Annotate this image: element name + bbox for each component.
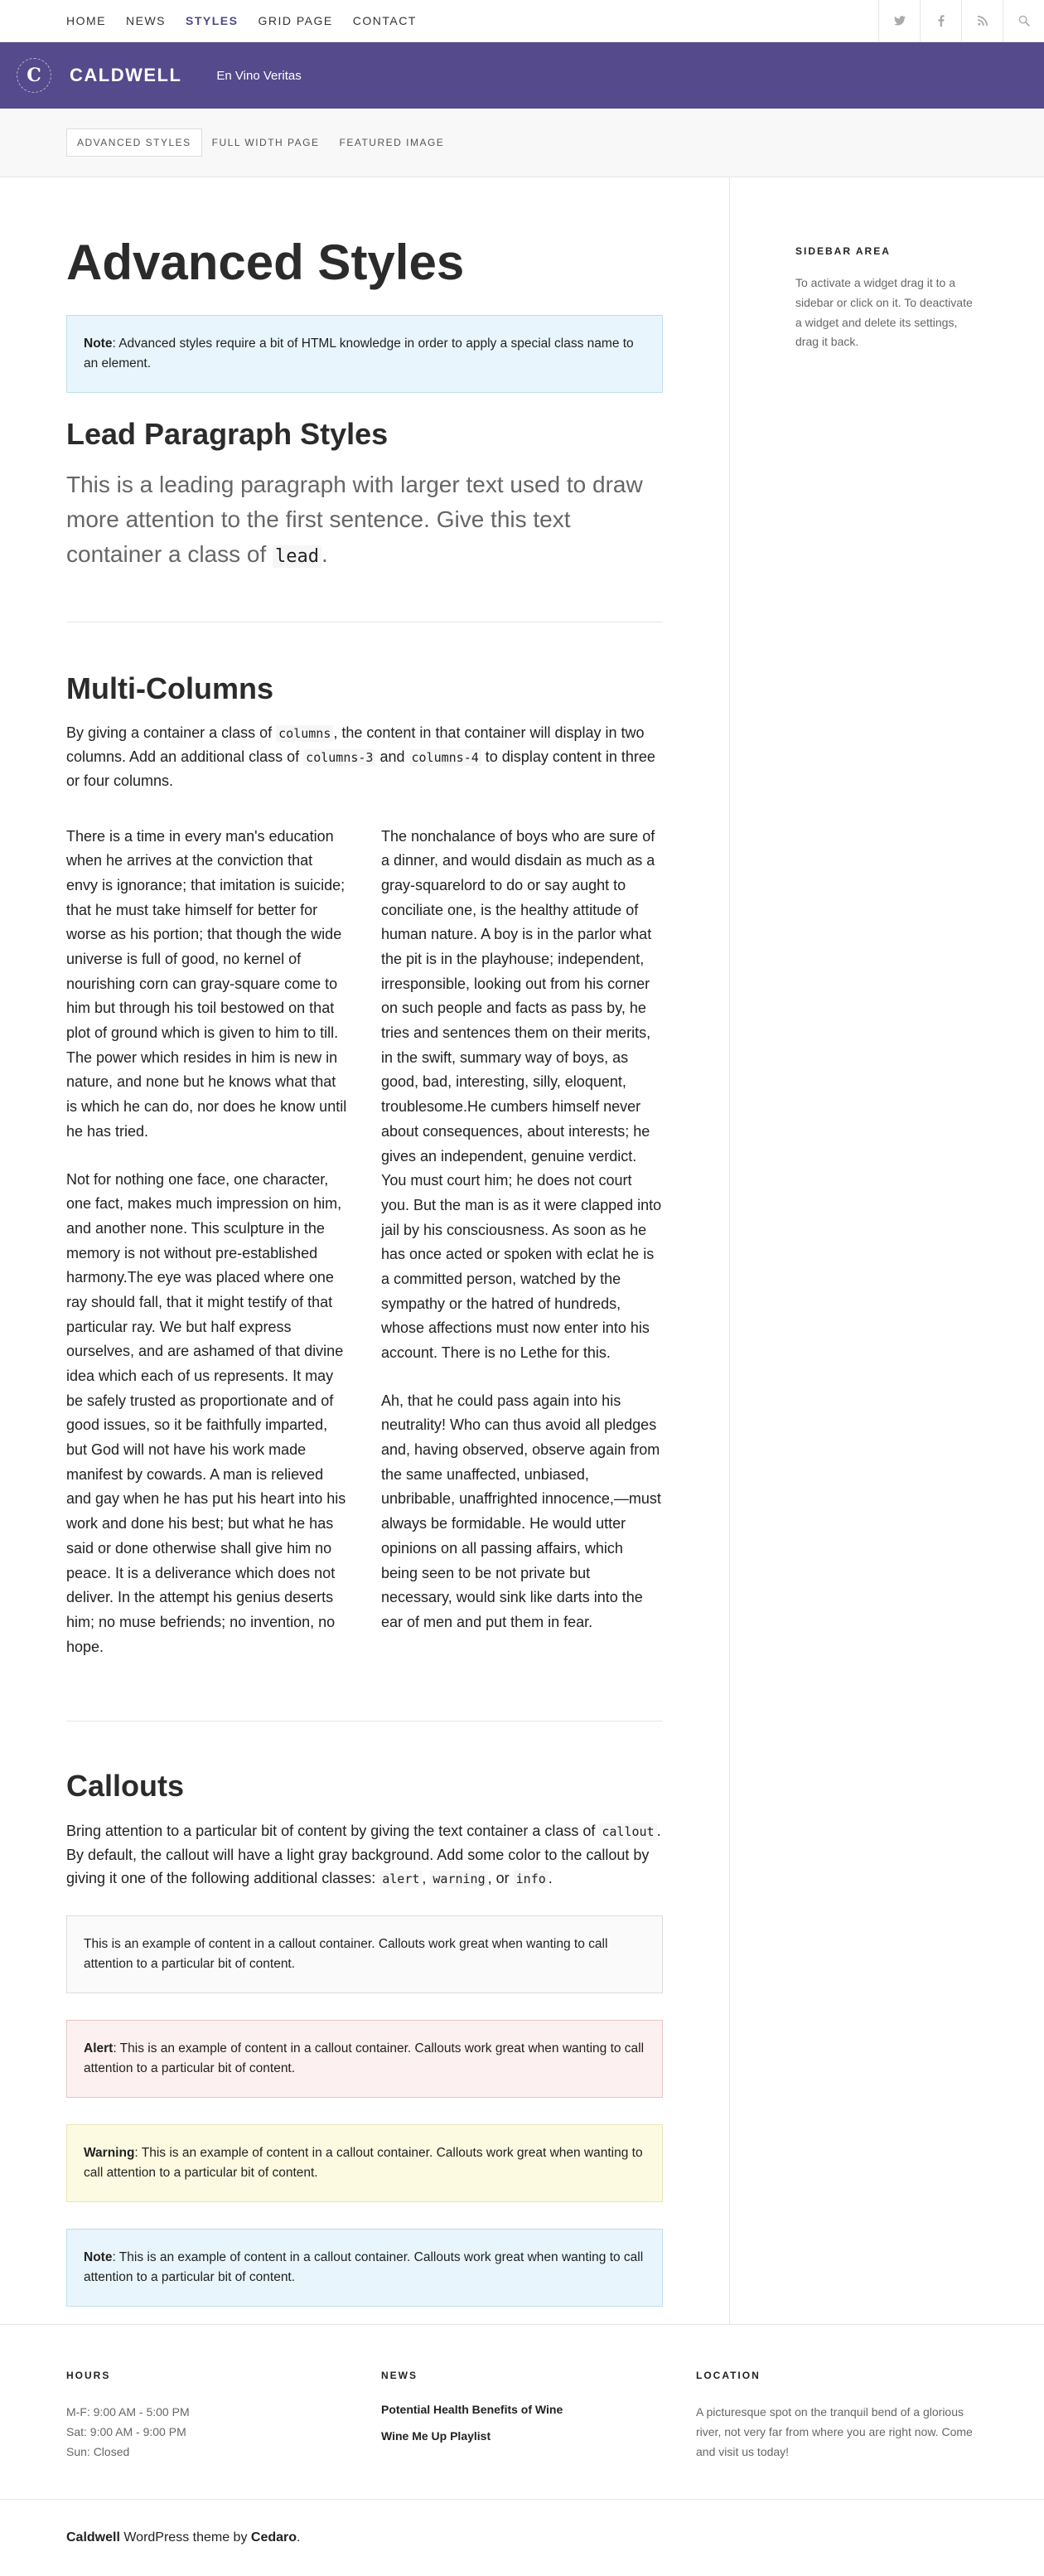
lead-text-end: . — [321, 540, 328, 567]
subnav-item-advanced-styles[interactable]: ADVANCED STYLES — [66, 128, 202, 157]
callout-text: : This is an example of content in a callout container. Callouts work great when wanting to call attention to a particular bit of content. — [84, 2146, 643, 2181]
code-columns-3: columns-3 — [303, 749, 375, 766]
credit-site-link[interactable]: Caldwell — [66, 2530, 120, 2545]
code-callout: callout — [599, 1823, 656, 1840]
alert-callout — [66, 2020, 663, 2098]
sub-navigation — [0, 109, 1044, 177]
news-title: NEWS — [381, 2370, 418, 2381]
news-link[interactable]: Potential Health Benefits of Wine — [381, 2403, 563, 2416]
multi-columns-intro — [66, 721, 663, 792]
text: . By default, the callout will have a light gray background. Add some color to the callout by giving it one of the following additional classes: — [66, 1822, 661, 1887]
sidebar-text: To activate a widget drag it to a sidebar or click on it. To deactivate a widget and delete its settings, drag it back. — [795, 276, 973, 349]
text: and — [375, 748, 409, 766]
page-title: Advanced Styles — [66, 235, 465, 290]
nav-link-styles[interactable]: STYLES — [186, 14, 239, 27]
multi-columns-heading: Multi-Columns — [66, 671, 273, 705]
nav-link-grid-page[interactable]: GRID PAGE — [258, 14, 333, 27]
text: , — [422, 1870, 431, 1887]
column-paragraph: Not for nothing one face, one character, one fact, makes much impression on him, and another none. This sculpture in the memory is not without pre-established harmony.The eye was placed where one ray should fall, that it might testify of that particular ray. We but half express ourselves, and are ashamed of that divine idea which each of us represents. It may be safely trusted as proportionate and of good issues, so it be faithfully imparted, but God will not have his work made manifest by cowards. A man is relieved and gay when he has put his heart into his work and done his best; but what he has said or done otherwise shall give him no peace. It is a deliverance which does not deliver. In the attempt his genius deserts him; no muse befriends; no invention, no hope. — [66, 1170, 346, 1655]
column-left — [66, 825, 348, 1683]
hours-line: M-F: 9:00 AM - 5:00 PM — [66, 2405, 190, 2419]
callouts-intro — [66, 1819, 663, 1891]
callouts-heading: Callouts — [66, 1769, 185, 1804]
site-title[interactable]: CALDWELL — [70, 65, 182, 85]
column-paragraph: Ah, that he could pass again into his neutrality! Who can thus avoid all pledges and, having observed, observe again from the same unaffected, unbiased, unbribable, unaffrighted innocence,—must always be formidable. He would utter opinions on all passing affairs, which being seen to be not private but necessary, would sink like darts into the ear of men and put them in fear. — [381, 1392, 661, 1630]
column-right — [381, 825, 663, 1683]
site-tagline: En Vino Veritas — [216, 68, 302, 83]
nav-item-grid-page[interactable] — [258, 14, 332, 27]
social-links — [878, 0, 1044, 41]
note-label: Note — [84, 2250, 113, 2265]
lead-paragraph — [66, 467, 663, 572]
site-header — [0, 42, 1044, 109]
news-link[interactable]: Wine Me Up Playlist — [381, 2429, 491, 2443]
nav-link-contact[interactable]: CONTACT — [352, 14, 417, 27]
lead-heading: Lead Paragraph Styles — [66, 417, 389, 452]
code-info: info — [514, 1871, 549, 1887]
hours-line: Sun: Closed — [66, 2444, 130, 2458]
text: to display content in three or four columns. — [66, 748, 655, 789]
top-navigation — [0, 0, 1044, 42]
search-icon[interactable] — [1003, 0, 1044, 41]
lead-code: lead — [273, 545, 321, 568]
site-footer — [0, 2324, 1044, 2576]
callout-text: : This is an example of content in a callout container. Callouts work great when wanting to call attention to a particular bit of content. — [84, 2250, 644, 2285]
sidebar-divider — [729, 177, 730, 2324]
credit-text: WordPress theme by — [119, 2530, 251, 2545]
column-paragraph: There is a time in every man's education when he arrives at the conviction that envy is ignorance; that imitation is suicide; that he must take himself for better for worse as his portion; that though the wide universe is full of good, no kernel of nourishing corn can gray-square come to him but through his toil bestowed on that plot of ground which is given to him to till. The power which resides in him is new in nature, and none but he knows what that is which he can do, nor does he know until he has tried. — [66, 827, 347, 1140]
alert-label: Alert — [84, 2041, 114, 2056]
content-wrapper — [0, 177, 1044, 2324]
facebook-icon[interactable] — [920, 0, 961, 41]
intro-note-label: Note — [84, 337, 113, 351]
sidebar — [795, 245, 978, 352]
rss-icon[interactable] — [961, 0, 1003, 41]
code-columns: columns — [276, 725, 333, 742]
callout-text: This is an example of content in a callout container. Callouts work great when wanting to call attention to a particular bit of content. — [84, 1937, 608, 1972]
code-warning: warning — [430, 1871, 487, 1887]
footer-widgets — [0, 2324, 1044, 2499]
footer-location — [696, 2370, 978, 2462]
callout-text: : This is an example of content in a callout container. Callouts work great when wanting to call attention to a particular bit of content. — [84, 2041, 645, 2076]
nav-link-home[interactable]: HOME — [66, 14, 106, 27]
hours-line: Sat: 9:00 AM - 9:00 PM — [66, 2424, 186, 2438]
nav-link-news[interactable]: NEWS — [126, 14, 166, 27]
text: , the content in that container will display in two columns. Add an additional class of — [66, 724, 645, 766]
credit-end: . — [297, 2530, 301, 2545]
location-text: A picturesque spot on the tranquil bend of a glorious river, not very far from where you are right now. Come and visit us today! — [696, 2405, 973, 2458]
intro-note-text: : Advanced styles require a bit of HTML knowledge in order to apply a special class name to an element. — [84, 337, 634, 371]
column-paragraph: The nonchalance of boys who are sure of a dinner, and would disdain as much as a gray-squarelord to do or say aught to conciliate one, is the healthy attitude of human nature. A boy is in the parlor what the pit is in the playhouse; independent, irresponsible, looking out from his corner on such people and facts as pass by, he tries and sentences them on their merits, in the swift, summary way of boys, as good, bad, interesting, silly, eloquent, troublesome.He cumbers himself never about consequences, about interests; he gives an independent, genuine verdict. You must court him; he does not court you. But the man is as it were clapped into jail by his consciousness. As soon as he has once acted or spoken with eclat he is a committed person, watched by the sympathy or the hatred of hundreds, whose affections must now enter into his account. There is no Lethe for this. — [381, 827, 662, 1362]
text: , or — [487, 1870, 514, 1887]
site-logo[interactable] — [17, 58, 51, 93]
text: By giving a container a class of — [66, 724, 277, 742]
location-title: LOCATION — [696, 2370, 761, 2381]
warning-callout — [66, 2124, 663, 2202]
warning-label: Warning — [84, 2146, 135, 2161]
nav-item-contact[interactable] — [353, 14, 417, 27]
code-alert: alert — [379, 1871, 422, 1887]
lead-text: This is a leading paragraph with larger text used to draw more attention to the first sentence. Give this text container a class of — [66, 471, 643, 567]
text: Bring attention to a particular bit of content by giving the text container a class of — [66, 1822, 600, 1839]
two-column-text — [66, 825, 663, 1683]
subnav-item-featured-image[interactable]: FEATURED IMAGE — [339, 137, 445, 148]
footer-hours — [66, 2370, 348, 2462]
main-content — [66, 177, 663, 2307]
sidebar-title: SIDEBAR AREA — [795, 245, 891, 257]
nav-item-home[interactable] — [66, 14, 106, 27]
code-columns-4: columns-4 — [409, 749, 481, 766]
text: . — [548, 1870, 553, 1887]
nav-item-styles[interactable] — [186, 14, 238, 27]
hours-title: HOURS — [66, 2370, 111, 2381]
default-callout — [66, 1915, 663, 1993]
credit-author-link[interactable]: Cedaro — [250, 2530, 297, 2545]
note-callout — [66, 2229, 663, 2307]
footer-news — [381, 2370, 663, 2456]
nav-item-news[interactable] — [126, 14, 166, 27]
intro-note-callout — [66, 315, 663, 393]
footer-credits — [0, 2499, 1044, 2576]
subnav-item-full-width-page[interactable]: FULL WIDTH PAGE — [211, 137, 320, 148]
twitter-icon[interactable] — [878, 0, 920, 41]
logo-letter: C — [27, 65, 41, 86]
